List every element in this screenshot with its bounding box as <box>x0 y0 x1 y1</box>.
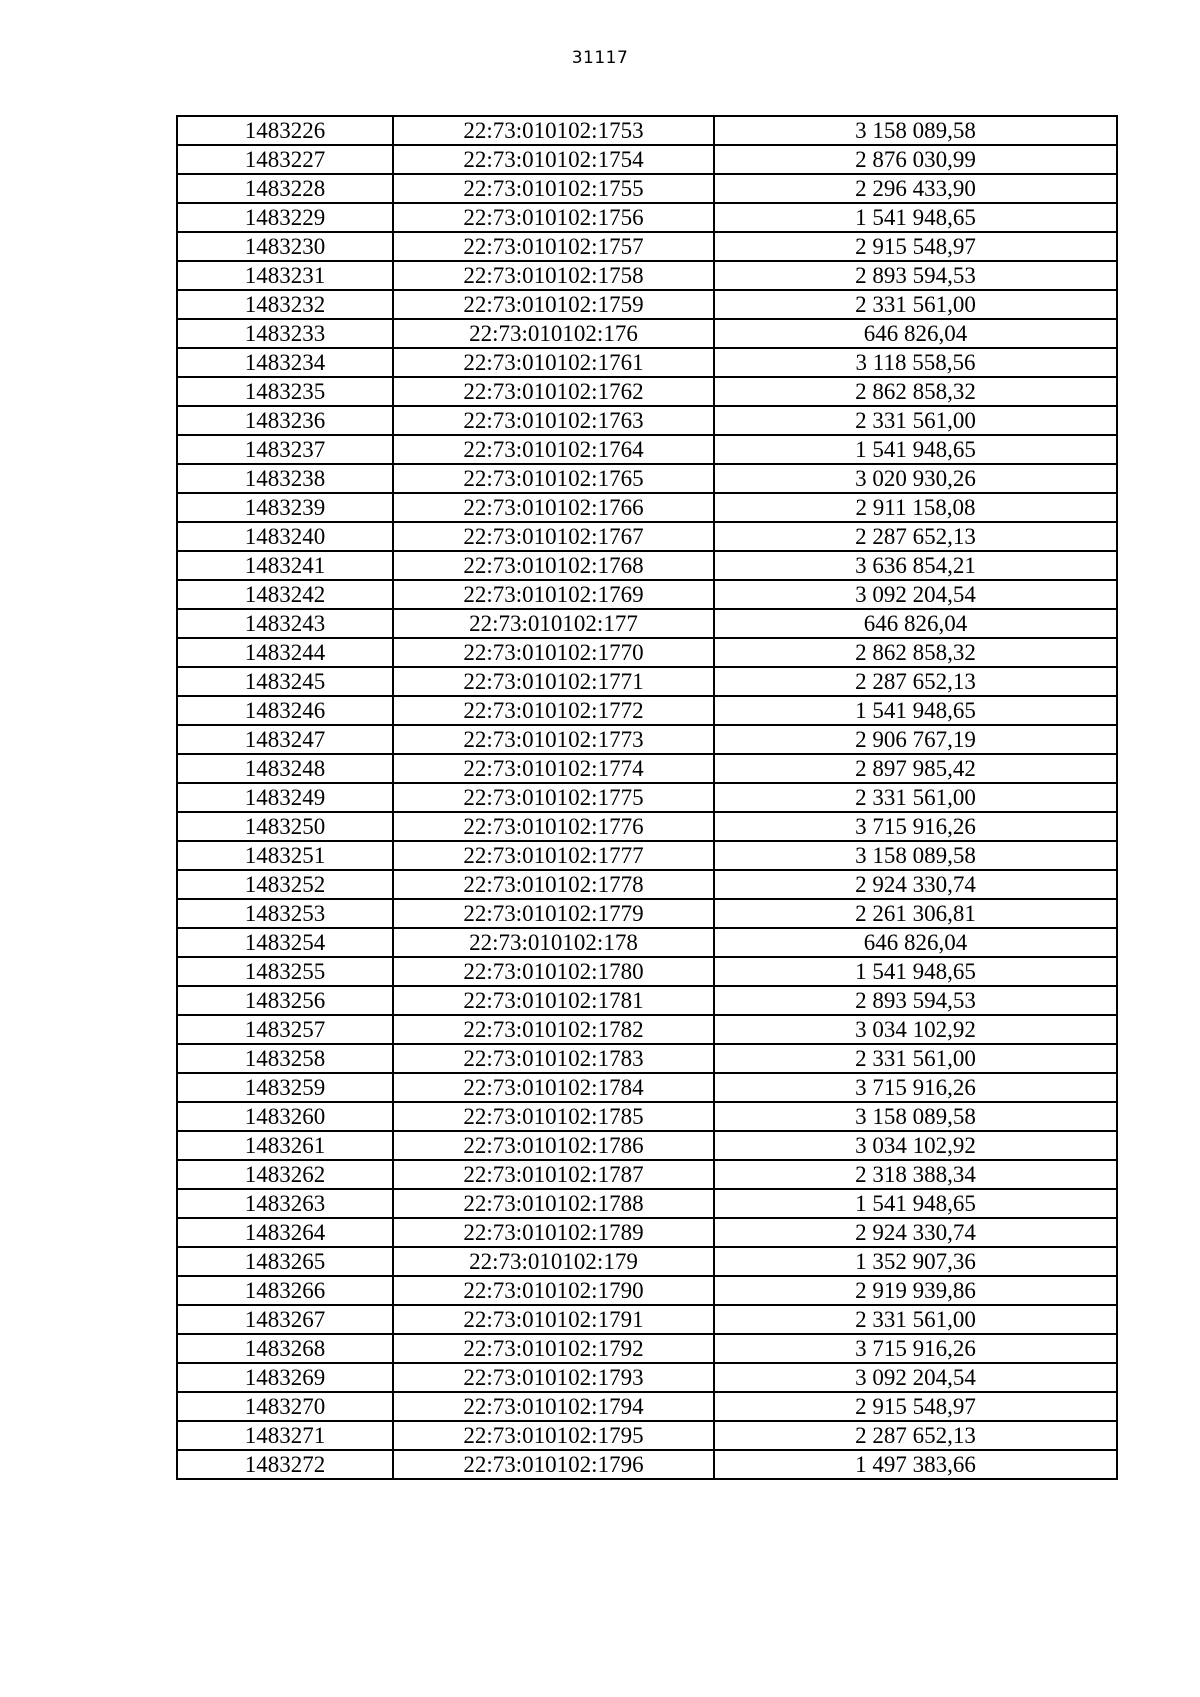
cadastral-value-cell: 2 924 330,74 <box>714 1218 1117 1247</box>
cadastral-value-cell: 3 158 089,58 <box>714 1102 1117 1131</box>
row-number-cell: 1483228 <box>177 174 393 203</box>
cadastral-number-cell: 22:73:010102:1764 <box>393 435 714 464</box>
cadastral-value-cell: 3 034 102,92 <box>714 1015 1117 1044</box>
table-row <box>177 1131 1117 1160</box>
row-number-cell: 1483253 <box>177 899 393 928</box>
table-row <box>177 174 1117 203</box>
table-row <box>177 1015 1117 1044</box>
table-row <box>177 928 1117 957</box>
row-number-cell: 1483266 <box>177 1276 393 1305</box>
row-number-cell: 1483249 <box>177 783 393 812</box>
table-row <box>177 812 1117 841</box>
cadastral-value-cell: 3 034 102,92 <box>714 1131 1117 1160</box>
cadastral-value-cell: 2 893 594,53 <box>714 986 1117 1015</box>
cadastral-value-cell: 2 876 030,99 <box>714 145 1117 174</box>
cadastral-number-cell: 22:73:010102:1786 <box>393 1131 714 1160</box>
table-row <box>177 203 1117 232</box>
cadastral-value-cell: 3 092 204,54 <box>714 580 1117 609</box>
table-row <box>177 1218 1117 1247</box>
table-row <box>177 261 1117 290</box>
table-row <box>177 1044 1117 1073</box>
table-row <box>177 435 1117 464</box>
cadastral-number-cell: 22:73:010102:1756 <box>393 203 714 232</box>
cadastral-number-cell: 22:73:010102:1789 <box>393 1218 714 1247</box>
page-number: 31117 <box>571 48 629 68</box>
cadastral-number-cell: 22:73:010102:1762 <box>393 377 714 406</box>
table-row <box>177 696 1117 725</box>
cadastral-number-cell: 22:73:010102:1793 <box>393 1363 714 1392</box>
table-row <box>177 1392 1117 1421</box>
table-row <box>177 899 1117 928</box>
cadastral-number-cell: 22:73:010102:1795 <box>393 1421 714 1450</box>
table-row <box>177 783 1117 812</box>
cadastral-number-cell: 22:73:010102:1758 <box>393 261 714 290</box>
cadastral-value-cell: 3 715 916,26 <box>714 812 1117 841</box>
cadastral-value-cell: 2 331 561,00 <box>714 1305 1117 1334</box>
table-row <box>177 319 1117 348</box>
cadastral-value-cell: 3 020 930,26 <box>714 464 1117 493</box>
cadastral-value-cell: 3 715 916,26 <box>714 1334 1117 1363</box>
row-number-cell: 1483233 <box>177 319 393 348</box>
row-number-cell: 1483263 <box>177 1189 393 1218</box>
cadastral-value-cell: 1 541 948,65 <box>714 957 1117 986</box>
cadastral-value-cell: 1 497 383,66 <box>714 1450 1117 1479</box>
row-number-cell: 1483261 <box>177 1131 393 1160</box>
table-row <box>177 580 1117 609</box>
row-number-cell: 1483231 <box>177 261 393 290</box>
cadastral-number-cell: 22:73:010102:1755 <box>393 174 714 203</box>
row-number-cell: 1483238 <box>177 464 393 493</box>
row-number-cell: 1483237 <box>177 435 393 464</box>
cadastral-value-cell: 2 318 388,34 <box>714 1160 1117 1189</box>
row-number-cell: 1483229 <box>177 203 393 232</box>
row-number-cell: 1483270 <box>177 1392 393 1421</box>
cadastral-number-cell: 22:73:010102:178 <box>393 928 714 957</box>
cadastral-number-cell: 22:73:010102:1766 <box>393 493 714 522</box>
table-row <box>177 1363 1117 1392</box>
cadastral-value-cell: 2 287 652,13 <box>714 1421 1117 1450</box>
cadastral-value-cell: 2 915 548,97 <box>714 1392 1117 1421</box>
cadastral-number-cell: 22:73:010102:1783 <box>393 1044 714 1073</box>
row-number-cell: 1483267 <box>177 1305 393 1334</box>
cadastral-value-cell: 2 261 306,81 <box>714 899 1117 928</box>
cadastral-value-cell: 646 826,04 <box>714 609 1117 638</box>
table-row <box>177 232 1117 261</box>
cadastral-value-cell: 2 287 652,13 <box>714 522 1117 551</box>
row-number-cell: 1483236 <box>177 406 393 435</box>
cadastral-value-cell: 3 158 089,58 <box>714 841 1117 870</box>
cadastral-number-cell: 22:73:010102:1770 <box>393 638 714 667</box>
table-row <box>177 841 1117 870</box>
cadastral-value-cell: 2 296 433,90 <box>714 174 1117 203</box>
cadastral-number-cell: 22:73:010102:1785 <box>393 1102 714 1131</box>
cadastral-number-cell: 22:73:010102:1765 <box>393 464 714 493</box>
table-row <box>177 1189 1117 1218</box>
cadastral-value-cell: 2 331 561,00 <box>714 1044 1117 1073</box>
cadastral-number-cell: 22:73:010102:1784 <box>393 1073 714 1102</box>
cadastral-value-cell: 2 897 985,42 <box>714 754 1117 783</box>
row-number-cell: 1483271 <box>177 1421 393 1450</box>
row-number-cell: 1483234 <box>177 348 393 377</box>
cadastral-value-cell: 2 331 561,00 <box>714 783 1117 812</box>
cadastral-number-cell: 22:73:010102:1778 <box>393 870 714 899</box>
row-number-cell: 1483260 <box>177 1102 393 1131</box>
cadastral-value-cell: 2 915 548,97 <box>714 232 1117 261</box>
row-number-cell: 1483230 <box>177 232 393 261</box>
row-number-cell: 1483226 <box>177 116 393 145</box>
row-number-cell: 1483264 <box>177 1218 393 1247</box>
cadastral-number-cell: 22:73:010102:1763 <box>393 406 714 435</box>
cadastral-number-cell: 22:73:010102:176 <box>393 319 714 348</box>
row-number-cell: 1483240 <box>177 522 393 551</box>
cadastral-number-cell: 22:73:010102:1775 <box>393 783 714 812</box>
table-row <box>177 1160 1117 1189</box>
table-row <box>177 725 1117 754</box>
row-number-cell: 1483250 <box>177 812 393 841</box>
table-row <box>177 1276 1117 1305</box>
cadastral-number-cell: 22:73:010102:1780 <box>393 957 714 986</box>
cadastral-number-cell: 22:73:010102:1790 <box>393 1276 714 1305</box>
table-row <box>177 348 1117 377</box>
cadastral-number-cell: 22:73:010102:1767 <box>393 522 714 551</box>
cadastral-number-cell: 22:73:010102:1782 <box>393 1015 714 1044</box>
table-row <box>177 116 1117 145</box>
row-number-cell: 1483241 <box>177 551 393 580</box>
table-row <box>177 957 1117 986</box>
cadastral-number-cell: 22:73:010102:1776 <box>393 812 714 841</box>
cadastral-value-cell: 3 715 916,26 <box>714 1073 1117 1102</box>
row-number-cell: 1483265 <box>177 1247 393 1276</box>
row-number-cell: 1483251 <box>177 841 393 870</box>
cadastral-value-cell: 3 158 089,58 <box>714 116 1117 145</box>
cadastral-value-cell: 2 893 594,53 <box>714 261 1117 290</box>
table-row <box>177 609 1117 638</box>
cadastral-number-cell: 22:73:010102:1792 <box>393 1334 714 1363</box>
table-row <box>177 522 1117 551</box>
cadastral-value-cell: 1 352 907,36 <box>714 1247 1117 1276</box>
table-row <box>177 290 1117 319</box>
row-number-cell: 1483243 <box>177 609 393 638</box>
cadastral-number-cell: 22:73:010102:179 <box>393 1247 714 1276</box>
table-row <box>177 986 1117 1015</box>
table-row <box>177 754 1117 783</box>
row-number-cell: 1483256 <box>177 986 393 1015</box>
cadastral-number-cell: 22:73:010102:1768 <box>393 551 714 580</box>
cadastral-value-cell: 1 541 948,65 <box>714 696 1117 725</box>
cadastral-number-cell: 22:73:010102:1757 <box>393 232 714 261</box>
table-row <box>177 551 1117 580</box>
cadastral-number-cell: 22:73:010102:1779 <box>393 899 714 928</box>
cadastral-value-cell: 1 541 948,65 <box>714 203 1117 232</box>
cadastral-value-cell: 3 118 558,56 <box>714 348 1117 377</box>
cadastral-value-cell: 2 862 858,32 <box>714 377 1117 406</box>
table-row <box>177 377 1117 406</box>
row-number-cell: 1483255 <box>177 957 393 986</box>
table-row <box>177 1247 1117 1276</box>
table-row <box>177 1450 1117 1479</box>
table-row <box>177 1334 1117 1363</box>
cadastral-value-table <box>176 115 1118 1480</box>
cadastral-value-cell: 2 287 652,13 <box>714 667 1117 696</box>
cadastral-number-cell: 22:73:010102:1774 <box>393 754 714 783</box>
cadastral-value-cell: 2 331 561,00 <box>714 290 1117 319</box>
cadastral-number-cell: 22:73:010102:1769 <box>393 580 714 609</box>
cadastral-number-cell: 22:73:010102:1777 <box>393 841 714 870</box>
table-row <box>177 667 1117 696</box>
table-row <box>177 464 1117 493</box>
table-row <box>177 638 1117 667</box>
row-number-cell: 1483247 <box>177 725 393 754</box>
row-number-cell: 1483248 <box>177 754 393 783</box>
cadastral-number-cell: 22:73:010102:1771 <box>393 667 714 696</box>
cadastral-value-cell: 3 092 204,54 <box>714 1363 1117 1392</box>
row-number-cell: 1483268 <box>177 1334 393 1363</box>
cadastral-number-cell: 22:73:010102:177 <box>393 609 714 638</box>
row-number-cell: 1483242 <box>177 580 393 609</box>
row-number-cell: 1483269 <box>177 1363 393 1392</box>
cadastral-number-cell: 22:73:010102:1794 <box>393 1392 714 1421</box>
row-number-cell: 1483245 <box>177 667 393 696</box>
row-number-cell: 1483258 <box>177 1044 393 1073</box>
row-number-cell: 1483232 <box>177 290 393 319</box>
row-number-cell: 1483254 <box>177 928 393 957</box>
cadastral-value-cell: 2 919 939,86 <box>714 1276 1117 1305</box>
cadastral-number-cell: 22:73:010102:1772 <box>393 696 714 725</box>
cadastral-value-cell: 3 636 854,21 <box>714 551 1117 580</box>
row-number-cell: 1483246 <box>177 696 393 725</box>
row-number-cell: 1483239 <box>177 493 393 522</box>
cadastral-value-cell: 2 862 858,32 <box>714 638 1117 667</box>
row-number-cell: 1483259 <box>177 1073 393 1102</box>
table-body <box>177 116 1117 1479</box>
cadastral-number-cell: 22:73:010102:1787 <box>393 1160 714 1189</box>
cadastral-value-cell: 2 911 158,08 <box>714 493 1117 522</box>
cadastral-number-cell: 22:73:010102:1781 <box>393 986 714 1015</box>
cadastral-number-cell: 22:73:010102:1788 <box>393 1189 714 1218</box>
cadastral-value-cell: 646 826,04 <box>714 319 1117 348</box>
table-row <box>177 1102 1117 1131</box>
row-number-cell: 1483252 <box>177 870 393 899</box>
table-row <box>177 1073 1117 1102</box>
row-number-cell: 1483272 <box>177 1450 393 1479</box>
cadastral-value-cell: 646 826,04 <box>714 928 1117 957</box>
row-number-cell: 1483257 <box>177 1015 393 1044</box>
cadastral-number-cell: 22:73:010102:1759 <box>393 290 714 319</box>
cadastral-value-cell: 2 331 561,00 <box>714 406 1117 435</box>
cadastral-number-cell: 22:73:010102:1791 <box>393 1305 714 1334</box>
table-row <box>177 870 1117 899</box>
cadastral-number-cell: 22:73:010102:1773 <box>393 725 714 754</box>
cadastral-value-cell: 2 924 330,74 <box>714 870 1117 899</box>
cadastral-number-cell: 22:73:010102:1761 <box>393 348 714 377</box>
cadastral-value-cell: 1 541 948,65 <box>714 435 1117 464</box>
table-row <box>177 145 1117 174</box>
row-number-cell: 1483244 <box>177 638 393 667</box>
table-row <box>177 1305 1117 1334</box>
cadastral-value-cell: 2 906 767,19 <box>714 725 1117 754</box>
row-number-cell: 1483227 <box>177 145 393 174</box>
cadastral-number-cell: 22:73:010102:1754 <box>393 145 714 174</box>
table-row <box>177 493 1117 522</box>
row-number-cell: 1483262 <box>177 1160 393 1189</box>
table-row <box>177 1421 1117 1450</box>
row-number-cell: 1483235 <box>177 377 393 406</box>
cadastral-value-cell: 1 541 948,65 <box>714 1189 1117 1218</box>
cadastral-number-cell: 22:73:010102:1753 <box>393 116 714 145</box>
cadastral-number-cell: 22:73:010102:1796 <box>393 1450 714 1479</box>
table-row <box>177 406 1117 435</box>
